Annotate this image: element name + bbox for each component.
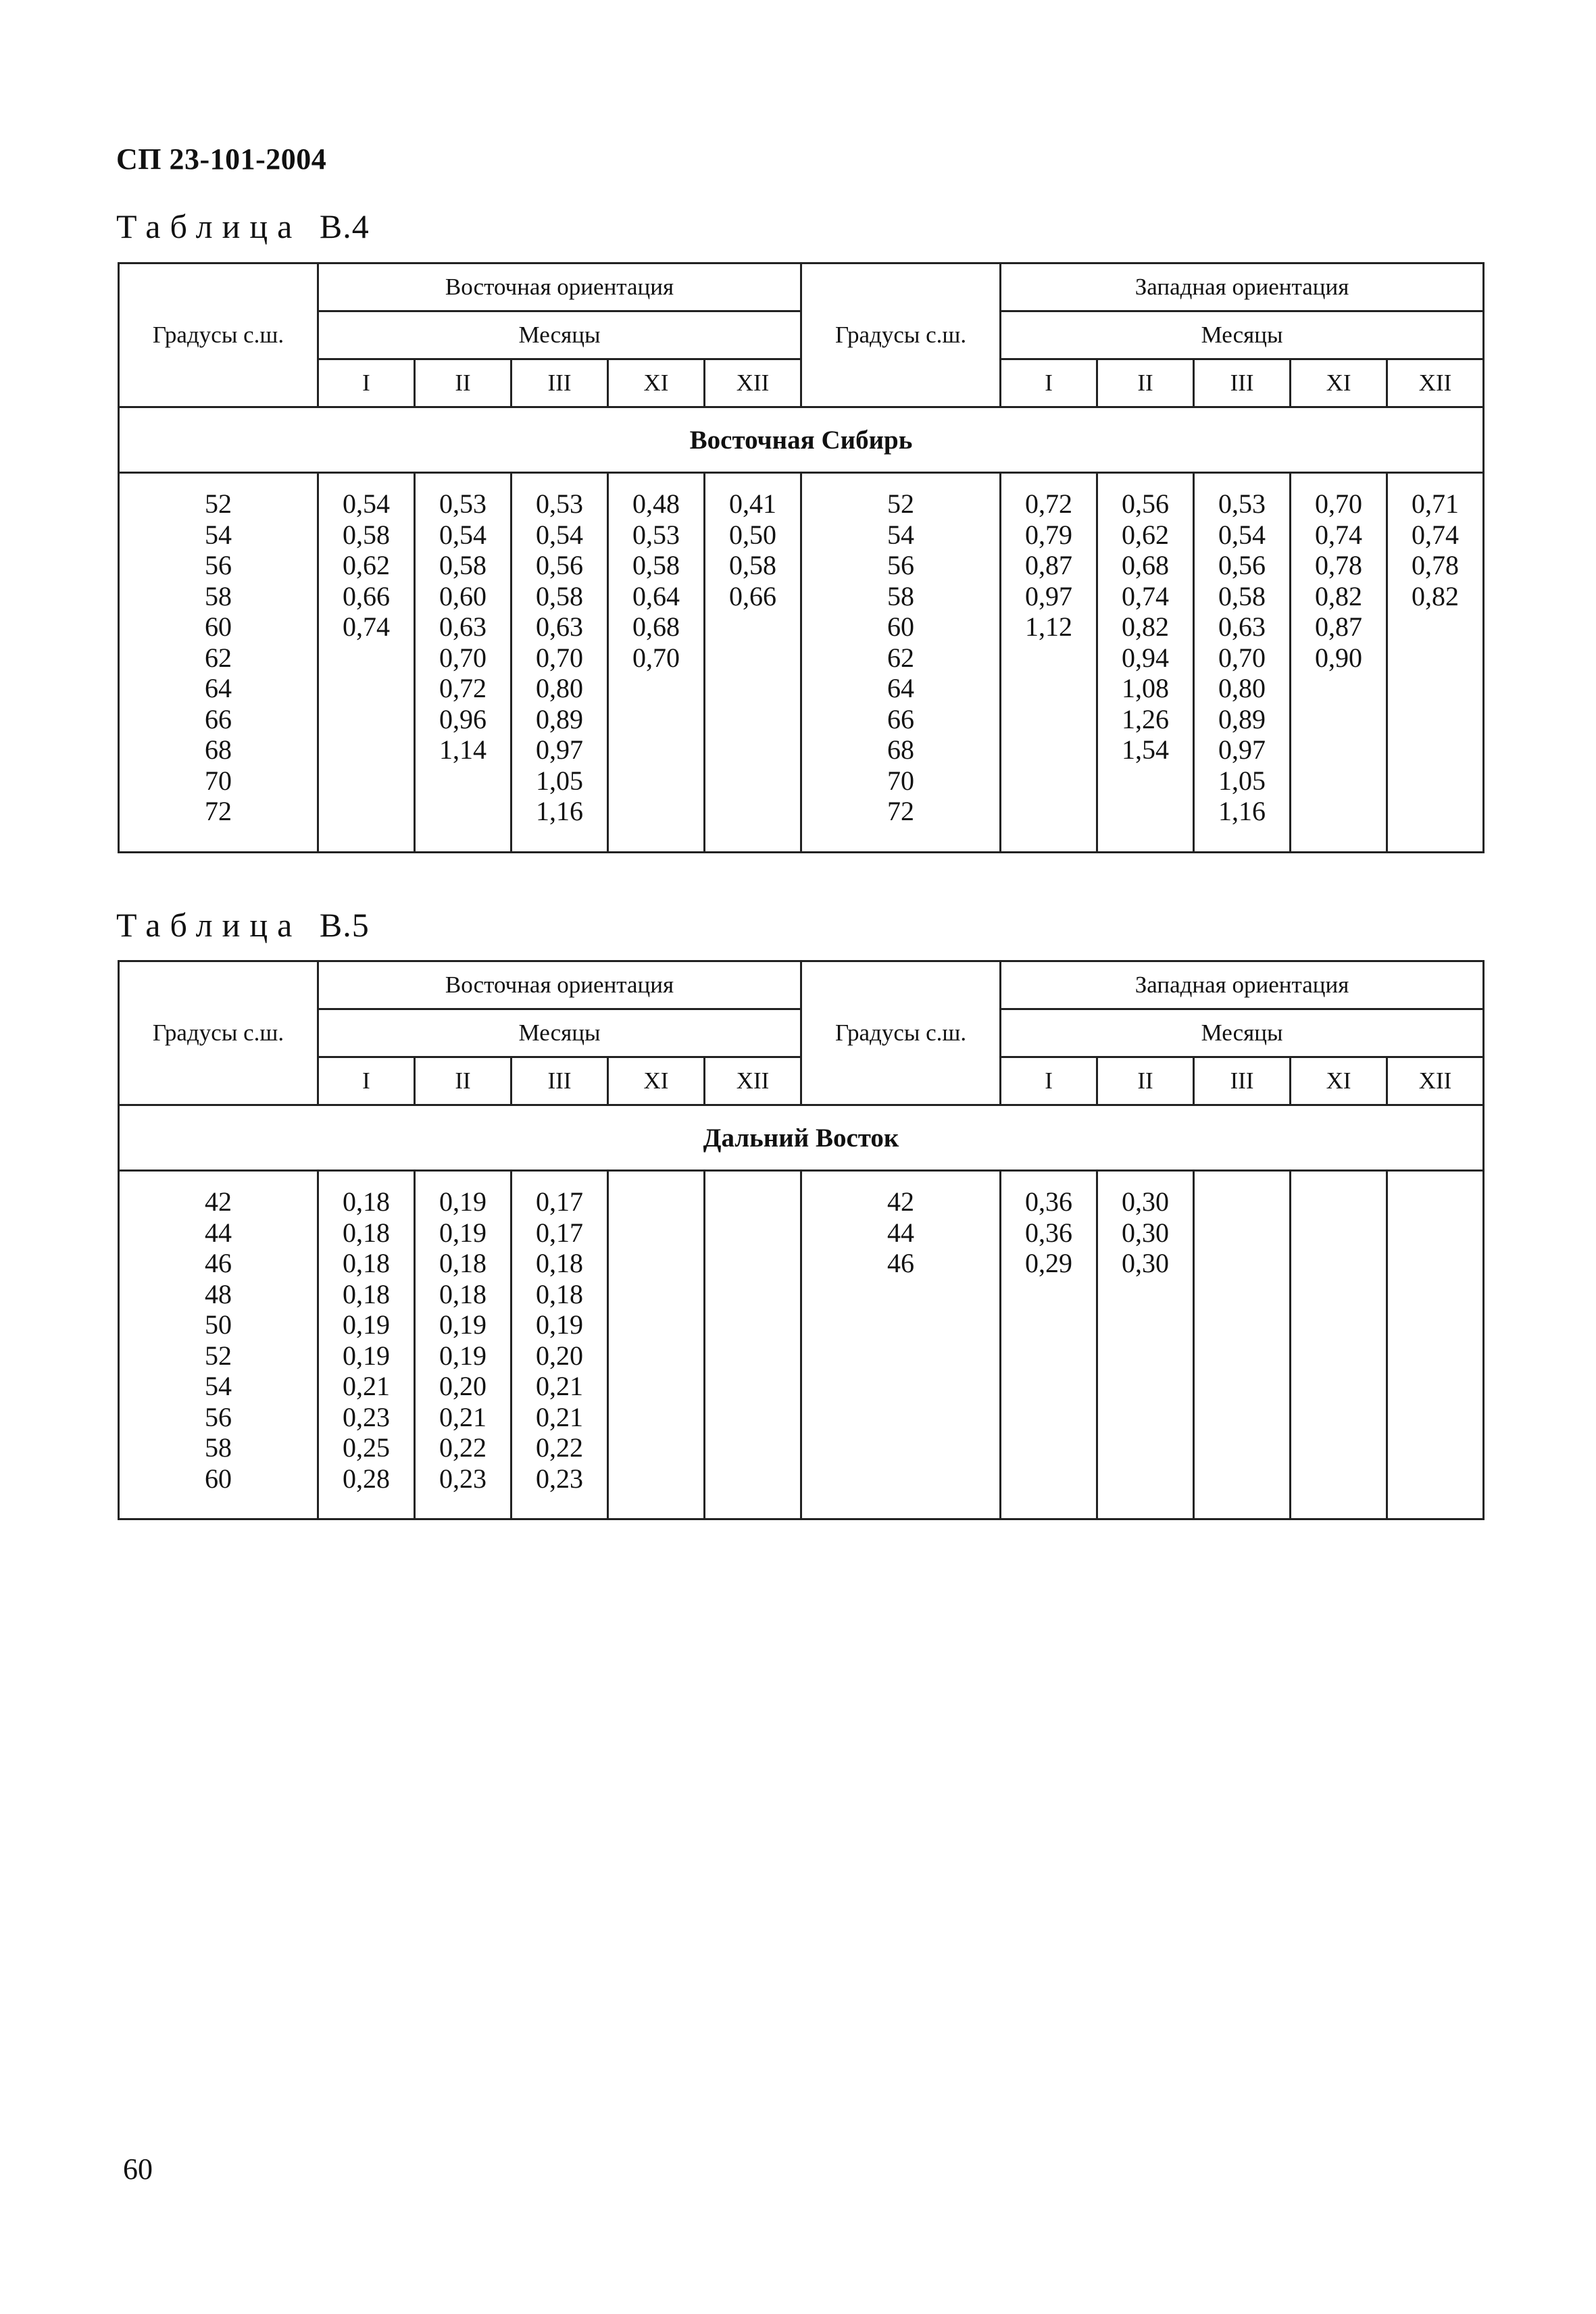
table-cell: 0,80 — [536, 673, 583, 703]
table-cell: 0,18 — [343, 1217, 390, 1248]
table-cell: 0,17 — [536, 1186, 583, 1217]
table-cell: 0,53 — [439, 488, 487, 519]
table-cell: 54 — [887, 519, 915, 550]
table-cell: 0,70 — [536, 642, 583, 673]
east-xii-column — [705, 473, 801, 853]
table-cell: 0,70 — [439, 642, 487, 673]
table-cell: 52 — [887, 488, 915, 519]
west-orientation-header: Западная ориентация — [1001, 263, 1484, 311]
table-cell: 0,70 — [1315, 488, 1363, 519]
table-cell: 54 — [205, 519, 232, 550]
table-cell: 0,23 — [439, 1463, 487, 1494]
table-cell: 0,22 — [439, 1432, 487, 1463]
table-cell: 50 — [205, 1309, 232, 1340]
table-cell: 0,82 — [1315, 580, 1363, 611]
table-cell: 0,19 — [439, 1309, 487, 1340]
table-cell: 0,70 — [1218, 642, 1266, 673]
table-body — [119, 1105, 1484, 1519]
east-month-iii-header: III — [512, 359, 608, 407]
table-cell: 0,97 — [1025, 580, 1073, 611]
table-cell: 0,63 — [439, 611, 487, 642]
west-xii-column — [1387, 473, 1484, 853]
west-lat-column — [801, 1171, 1001, 1519]
east-orientation-header: Восточная ориентация — [318, 961, 801, 1009]
west-month-xi-header: XI — [1291, 359, 1387, 407]
table-cell: 0,19 — [439, 1340, 487, 1371]
east-ii-column — [415, 473, 512, 853]
east-xi-column — [608, 1171, 705, 1519]
header-row-months — [119, 311, 1484, 359]
table-cell: 0,23 — [536, 1463, 583, 1494]
table-cell: 0,22 — [536, 1432, 583, 1463]
table-cell: 66 — [887, 703, 915, 734]
west-ii-column — [1097, 473, 1194, 853]
data-table — [118, 960, 1485, 1520]
table-cell: 0,62 — [1122, 519, 1170, 550]
table-cell: 0,19 — [439, 1217, 487, 1248]
table-cell: 46 — [887, 1248, 915, 1278]
table-cell: 0,82 — [1122, 611, 1170, 642]
table-cell: 0,58 — [536, 580, 583, 611]
table-cell: 68 — [887, 734, 915, 765]
table-caption-number: В.4 — [319, 207, 370, 245]
east-xi-column — [608, 473, 705, 853]
region-title: Дальний Восток — [119, 1105, 1484, 1171]
header-row-month-numerals — [119, 359, 1484, 407]
table-cell: 60 — [205, 1463, 232, 1494]
table-cell: 0,20 — [439, 1371, 487, 1401]
table-cell: 0,19 — [439, 1186, 487, 1217]
east-month-xi-header: XI — [608, 359, 705, 407]
west-month-iii-header: III — [1194, 1057, 1291, 1105]
table-cell: 46 — [205, 1248, 232, 1278]
region-row — [119, 407, 1484, 473]
table-cell: 0,74 — [1122, 580, 1170, 611]
table-cell: 0,96 — [439, 703, 487, 734]
east-month-xi-header: XI — [608, 1057, 705, 1105]
table-cell: 0,72 — [439, 673, 487, 703]
table-cell: 0,18 — [439, 1248, 487, 1278]
table-cell: 0,29 — [1025, 1248, 1073, 1278]
table-cell: 0,54 — [343, 488, 390, 519]
region-row — [119, 1105, 1484, 1171]
table-cell: 1,26 — [1122, 703, 1170, 734]
table-cell: 44 — [887, 1217, 915, 1248]
values-row — [119, 473, 1484, 853]
west-month-i-header: I — [1001, 1057, 1097, 1105]
table-cell: 0,50 — [729, 519, 777, 550]
table-cell: 62 — [205, 642, 232, 673]
east-xii-column — [705, 1171, 801, 1519]
east-months-header: Месяцы — [318, 311, 801, 359]
table-cell: 70 — [205, 765, 232, 796]
header-row-orientation — [119, 263, 1484, 311]
table-cell: 0,56 — [1218, 550, 1266, 580]
table-cell: 0,64 — [632, 580, 680, 611]
table-cell: 0,53 — [632, 519, 680, 550]
east-month-xii-header: XII — [705, 1057, 801, 1105]
table-cell: 0,66 — [729, 580, 777, 611]
table-cell: 1,54 — [1122, 734, 1170, 765]
west-month-ii-header: II — [1097, 359, 1194, 407]
table-cell: 0,36 — [1025, 1186, 1073, 1217]
values-row — [119, 1171, 1484, 1519]
table-cell: 1,05 — [1218, 765, 1266, 796]
table-cell: 0,58 — [632, 550, 680, 580]
table-cell: 1,16 — [1218, 796, 1266, 826]
table-cell: 0,97 — [536, 734, 583, 765]
table-cell: 58 — [205, 1432, 232, 1463]
table-cell: 0,60 — [439, 580, 487, 611]
east-month-iii-header: III — [512, 1057, 608, 1105]
table-cell: 42 — [887, 1186, 915, 1217]
table-caption — [116, 207, 370, 246]
table-cell: 0,74 — [1412, 519, 1460, 550]
table-caption — [116, 905, 370, 945]
table-cell: 42 — [205, 1186, 232, 1217]
east-i-column — [318, 473, 415, 853]
table-cell: 0,48 — [632, 488, 680, 519]
table-cell: 70 — [887, 765, 915, 796]
table-cell: 56 — [205, 1401, 232, 1432]
table-cell: 1,05 — [536, 765, 583, 796]
west-lat-column — [801, 473, 1001, 853]
table-cell: 0,74 — [343, 611, 390, 642]
table-cell: 0,58 — [439, 550, 487, 580]
table-cell: 66 — [205, 703, 232, 734]
table-cell: 0,74 — [1315, 519, 1363, 550]
table-cell: 0,54 — [439, 519, 487, 550]
table-cell: 0,41 — [729, 488, 777, 519]
table-cell: 0,63 — [536, 611, 583, 642]
table-cell: 0,68 — [632, 611, 680, 642]
west-month-xii-header: XII — [1387, 1057, 1484, 1105]
west-orientation-header: Западная ориентация — [1001, 961, 1484, 1009]
table-cell: 0,30 — [1122, 1186, 1170, 1217]
east-iii-column — [512, 1171, 608, 1519]
table-cell: 0,54 — [536, 519, 583, 550]
table-caption-word: Таблица — [116, 906, 302, 944]
header-row-orientation — [119, 961, 1484, 1009]
table-cell: 0,19 — [343, 1340, 390, 1371]
east-month-i-header: I — [318, 1057, 415, 1105]
table-header — [119, 961, 1484, 1105]
table-cell: 0,89 — [536, 703, 583, 734]
table-cell: 0,18 — [343, 1248, 390, 1278]
table-cell: 0,21 — [536, 1371, 583, 1401]
table-cell: 54 — [205, 1371, 232, 1401]
table-cell: 58 — [887, 580, 915, 611]
west-month-xii-header: XII — [1387, 359, 1484, 407]
table-header — [119, 263, 1484, 407]
table-cell: 0,79 — [1025, 519, 1073, 550]
table-cell: 0,80 — [1218, 673, 1266, 703]
east-ii-column — [415, 1171, 512, 1519]
table-cell: 64 — [205, 673, 232, 703]
page-number: 60 — [123, 2153, 153, 2186]
table-cell: 0,30 — [1122, 1217, 1170, 1248]
table-cell: 0,19 — [536, 1309, 583, 1340]
table-cell: 0,18 — [536, 1278, 583, 1309]
table-cell: 0,68 — [1122, 550, 1170, 580]
table-cell: 0,21 — [343, 1371, 390, 1401]
table-cell: 52 — [205, 1340, 232, 1371]
west-months-header: Месяцы — [1001, 1009, 1484, 1057]
table-cell: 0,18 — [343, 1186, 390, 1217]
table-cell: 0,20 — [536, 1340, 583, 1371]
table-cell: 0,36 — [1025, 1217, 1073, 1248]
table-cell: 0,21 — [536, 1401, 583, 1432]
table-caption-number: В.5 — [319, 906, 370, 944]
header-row-months — [119, 1009, 1484, 1057]
latitude-header-east: Градусы с.ш. — [119, 961, 318, 1105]
table-cell: 0,72 — [1025, 488, 1073, 519]
east-month-ii-header: II — [415, 359, 512, 407]
table-cell: 0,30 — [1122, 1248, 1170, 1278]
east-iii-column — [512, 473, 608, 853]
west-xi-column — [1291, 473, 1387, 853]
table-cell: 0,53 — [1218, 488, 1266, 519]
region-title: Восточная Сибирь — [119, 407, 1484, 473]
west-i-column — [1001, 1171, 1097, 1519]
table-cell: 0,97 — [1218, 734, 1266, 765]
east-lat-column — [119, 1171, 318, 1519]
table-cell: 0,78 — [1412, 550, 1460, 580]
east-lat-column — [119, 473, 318, 853]
header-row-month-numerals — [119, 1057, 1484, 1105]
table-cell: 0,87 — [1315, 611, 1363, 642]
west-months-header: Месяцы — [1001, 311, 1484, 359]
west-i-column — [1001, 473, 1097, 853]
table-cell: 52 — [205, 488, 232, 519]
latitude-header-west: Градусы с.ш. — [801, 263, 1001, 407]
west-iii-column — [1194, 473, 1291, 853]
table-cell: 1,14 — [439, 734, 487, 765]
west-month-xi-header: XI — [1291, 1057, 1387, 1105]
west-xii-column — [1387, 1171, 1484, 1519]
table-cell: 56 — [205, 550, 232, 580]
table-cell: 0,62 — [343, 550, 390, 580]
west-month-i-header: I — [1001, 359, 1097, 407]
latitude-header-east: Градусы с.ш. — [119, 263, 318, 407]
table-cell: 0,90 — [1315, 642, 1363, 673]
table-cell: 0,18 — [536, 1248, 583, 1278]
table-cell: 68 — [205, 734, 232, 765]
data-table — [118, 262, 1485, 853]
table-cell: 0,28 — [343, 1463, 390, 1494]
west-ii-column — [1097, 1171, 1194, 1519]
table-cell: 60 — [887, 611, 915, 642]
document-code: СП 23-101-2004 — [116, 143, 327, 176]
table-cell: 60 — [205, 611, 232, 642]
east-month-ii-header: II — [415, 1057, 512, 1105]
table-cell: 0,70 — [632, 642, 680, 673]
table-cell: 0,53 — [536, 488, 583, 519]
west-xi-column — [1291, 1171, 1387, 1519]
table-cell: 0,21 — [439, 1401, 487, 1432]
table-cell: 0,66 — [343, 580, 390, 611]
table-cell: 72 — [205, 796, 232, 826]
east-months-header: Месяцы — [318, 1009, 801, 1057]
table-cell: 0,54 — [1218, 519, 1266, 550]
table-cell: 58 — [205, 580, 232, 611]
table-cell: 0,56 — [536, 550, 583, 580]
table-cell: 48 — [205, 1278, 232, 1309]
table-cell: 0,17 — [536, 1217, 583, 1248]
table-cell: 0,58 — [343, 519, 390, 550]
latitude-header-west: Градусы с.ш. — [801, 961, 1001, 1105]
table-cell: 0,94 — [1122, 642, 1170, 673]
table-cell: 64 — [887, 673, 915, 703]
table-cell: 0,25 — [343, 1432, 390, 1463]
table-cell: 0,58 — [729, 550, 777, 580]
table-cell: 1,12 — [1025, 611, 1073, 642]
table-cell: 0,18 — [439, 1278, 487, 1309]
west-iii-column — [1194, 1171, 1291, 1519]
table-cell: 72 — [887, 796, 915, 826]
table-cell: 56 — [887, 550, 915, 580]
east-month-i-header: I — [318, 359, 415, 407]
table-cell: 1,08 — [1122, 673, 1170, 703]
table-cell: 0,18 — [343, 1278, 390, 1309]
table-cell: 0,82 — [1412, 580, 1460, 611]
table-cell: 0,78 — [1315, 550, 1363, 580]
table-cell: 0,63 — [1218, 611, 1266, 642]
table-cell: 0,23 — [343, 1401, 390, 1432]
table-cell: 1,16 — [536, 796, 583, 826]
table-cell: 0,89 — [1218, 703, 1266, 734]
table-cell: 44 — [205, 1217, 232, 1248]
table-cell: 0,71 — [1412, 488, 1460, 519]
table-body — [119, 407, 1484, 853]
table-cell: 0,58 — [1218, 580, 1266, 611]
west-month-iii-header: III — [1194, 359, 1291, 407]
table-caption-word: Таблица — [116, 207, 302, 245]
east-orientation-header: Восточная ориентация — [318, 263, 801, 311]
west-month-ii-header: II — [1097, 1057, 1194, 1105]
table-cell: 62 — [887, 642, 915, 673]
east-i-column — [318, 1171, 415, 1519]
east-month-xii-header: XII — [705, 359, 801, 407]
table-cell: 0,19 — [343, 1309, 390, 1340]
table-cell: 0,87 — [1025, 550, 1073, 580]
table-cell: 0,56 — [1122, 488, 1170, 519]
